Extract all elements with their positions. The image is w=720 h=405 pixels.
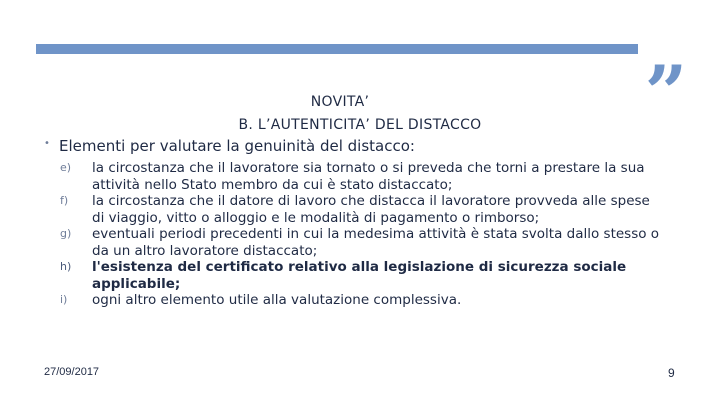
list-item-text: l'esistenza del certificato relativo alla legislazione di sicurezza sociale applicabile; xyxy=(92,259,627,292)
list-marker: f) xyxy=(60,194,69,207)
list-marker: i) xyxy=(60,293,68,306)
footer-date: 27/09/2017 xyxy=(44,366,100,378)
header-accent-bar xyxy=(36,44,638,54)
list-item-text: ogni altro elemento utile alla valutazione complessiva. xyxy=(92,292,462,308)
slide-title-line2: B. L’AUTENTICITA’ DEL DISTACCO xyxy=(238,117,482,133)
list-item xyxy=(60,226,660,259)
list-item xyxy=(60,259,660,292)
criteria-list xyxy=(60,160,660,309)
list-marker: g) xyxy=(60,227,72,240)
page-number: 9 xyxy=(668,366,675,380)
bullet-icon: • xyxy=(44,138,50,149)
lead-text: Elementi per valutare la genuinità del distacco: xyxy=(59,137,415,155)
quote-mark-icon: „ xyxy=(646,8,689,94)
list-item xyxy=(60,193,660,226)
slide-title-line1: NOVITA’ xyxy=(310,94,370,110)
list-item xyxy=(60,292,660,309)
list-item-text: la circostanza che il lavoratore sia tornato o si preveda che torni a prestare la sua attività nello Stato membro da cui è stato distaccato; xyxy=(92,160,645,193)
list-marker: e) xyxy=(60,161,72,174)
list-item-text: eventuali periodi precedenti in cui la medesima attività è stata svolta dallo stesso o da un altro lavoratore distaccato; xyxy=(92,226,660,259)
list-item-text: la circostanza che il datore di lavoro che distacca il lavoratore provveda alle spese di viaggio, vitto o alloggio e le modalità di pagamento o rimborso; xyxy=(92,193,650,226)
list-item xyxy=(60,160,660,193)
list-marker: h) xyxy=(60,260,72,273)
